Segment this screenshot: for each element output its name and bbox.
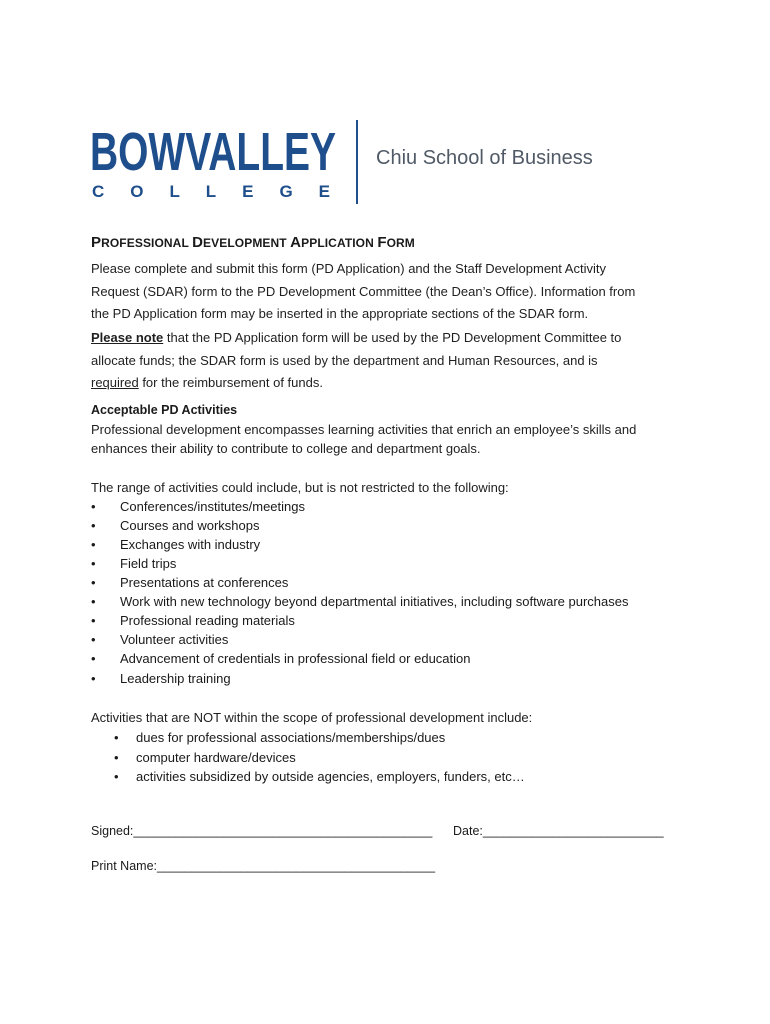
list-item-text: Exchanges with industry (120, 537, 261, 552)
list-item (114, 728, 525, 748)
title-part: ROFESSIONAL (101, 236, 193, 250)
logo-brand-top: BOWVALLEY (90, 122, 336, 182)
intro-paragraph (91, 258, 691, 326)
title-part: A (290, 234, 302, 251)
list-item (91, 573, 628, 592)
note-text: that the PD Application form will be used by the PD Development Committee to (163, 330, 622, 345)
description-line: enhances their ability to contribute to college and department goals. (91, 441, 481, 456)
list-item (91, 554, 628, 573)
list-item (91, 535, 628, 554)
note-line (91, 327, 691, 350)
list-item (91, 592, 628, 611)
list-item-text: Conferences/institutes/meetings (120, 499, 305, 514)
school-name: Chiu School of Business (376, 147, 593, 169)
acceptable-activities-list (91, 497, 628, 688)
title-part: F (377, 234, 387, 251)
title-part: D (192, 234, 204, 251)
list-item (91, 649, 628, 668)
bullet-icon: • (91, 632, 96, 647)
list-item-text: dues for professional associations/memberships/dues (136, 730, 446, 745)
note-line (91, 372, 691, 395)
bullet-icon: • (91, 499, 96, 514)
intro-line: Please complete and submit this form (PD Application) and the Staff Development Activity (91, 261, 606, 276)
bullet-icon: • (91, 594, 96, 609)
list-item-text: Work with new technology beyond departmental initiatives, including software purchases (120, 594, 629, 609)
signed-field[interactable]: Signed:___________________________________________ (91, 824, 433, 838)
list-item-text: Courses and workshops (120, 518, 260, 533)
list-item (91, 516, 628, 535)
list-item (91, 497, 628, 516)
list-item (91, 630, 628, 649)
title-part: P (91, 234, 102, 251)
title-part: ORM (386, 236, 415, 250)
note-text: for the reimbursement of funds. (138, 375, 323, 390)
list-item-text: Leadership training (120, 671, 231, 686)
print-name-field[interactable]: Print Name:________________________________________ (91, 859, 436, 873)
acceptable-description (91, 420, 691, 458)
list-item-text: Field trips (120, 556, 177, 571)
bullet-icon: • (91, 613, 96, 628)
list-item-text: Advancement of credentials in professional field or education (120, 651, 471, 666)
bullet-icon: • (91, 537, 96, 552)
intro-line: Request (SDAR) form to the PD Development Committee (the Dean’s Office). Information from (91, 283, 636, 299)
not-in-scope-list (114, 728, 525, 787)
bullet-icon: • (91, 575, 96, 590)
list-item (114, 748, 525, 768)
acceptable-activities-heading: Acceptable PD Activities (91, 403, 238, 417)
bullet-icon: • (91, 518, 96, 533)
note-label: Please note (91, 330, 164, 345)
list-item (114, 767, 525, 787)
bullet-icon: • (91, 651, 96, 666)
list-item-text: Presentations at conferences (120, 575, 289, 590)
title-part: PPLICATION (301, 236, 378, 250)
date-field[interactable]: Date:__________________________ (453, 824, 664, 838)
bow-valley-college-logo-mark (90, 120, 340, 200)
list-item (91, 669, 628, 688)
bullet-icon: • (114, 749, 119, 765)
not-in-scope-intro: Activities that are NOT within the scope of professional development include: (91, 710, 533, 725)
bullet-icon: • (114, 730, 119, 745)
intro-line: the PD Application form may be inserted in the appropriate sections of the SDAR form. (91, 306, 589, 321)
list-item-text: Volunteer activities (120, 632, 229, 647)
description-line: Professional development encompasses learning activities that enrich an employee’s skills and (91, 422, 637, 437)
title-part: EVELOPMENT (203, 236, 291, 250)
note-paragraph (91, 327, 691, 395)
list-item-text: computer hardware/devices (136, 749, 296, 765)
logo-brand-bottom: COLLEGE (92, 182, 330, 201)
bullet-icon: • (91, 671, 96, 686)
required-word: required (91, 375, 139, 390)
logo-divider (356, 120, 358, 204)
list-item-text: activities subsidized by outside agencies, employers, funders, etc… (136, 769, 525, 784)
bullet-icon: • (91, 556, 96, 571)
list-item (91, 611, 628, 630)
range-intro: The range of activities could include, but is not restricted to the following: (91, 480, 509, 495)
bullet-icon: • (114, 769, 119, 784)
page-title (91, 234, 415, 251)
college-logo (90, 120, 610, 206)
note-line: allocate funds; the SDAR form is used by the department and Human Resources, and is (91, 352, 598, 368)
list-item-text: Professional reading materials (120, 613, 295, 628)
